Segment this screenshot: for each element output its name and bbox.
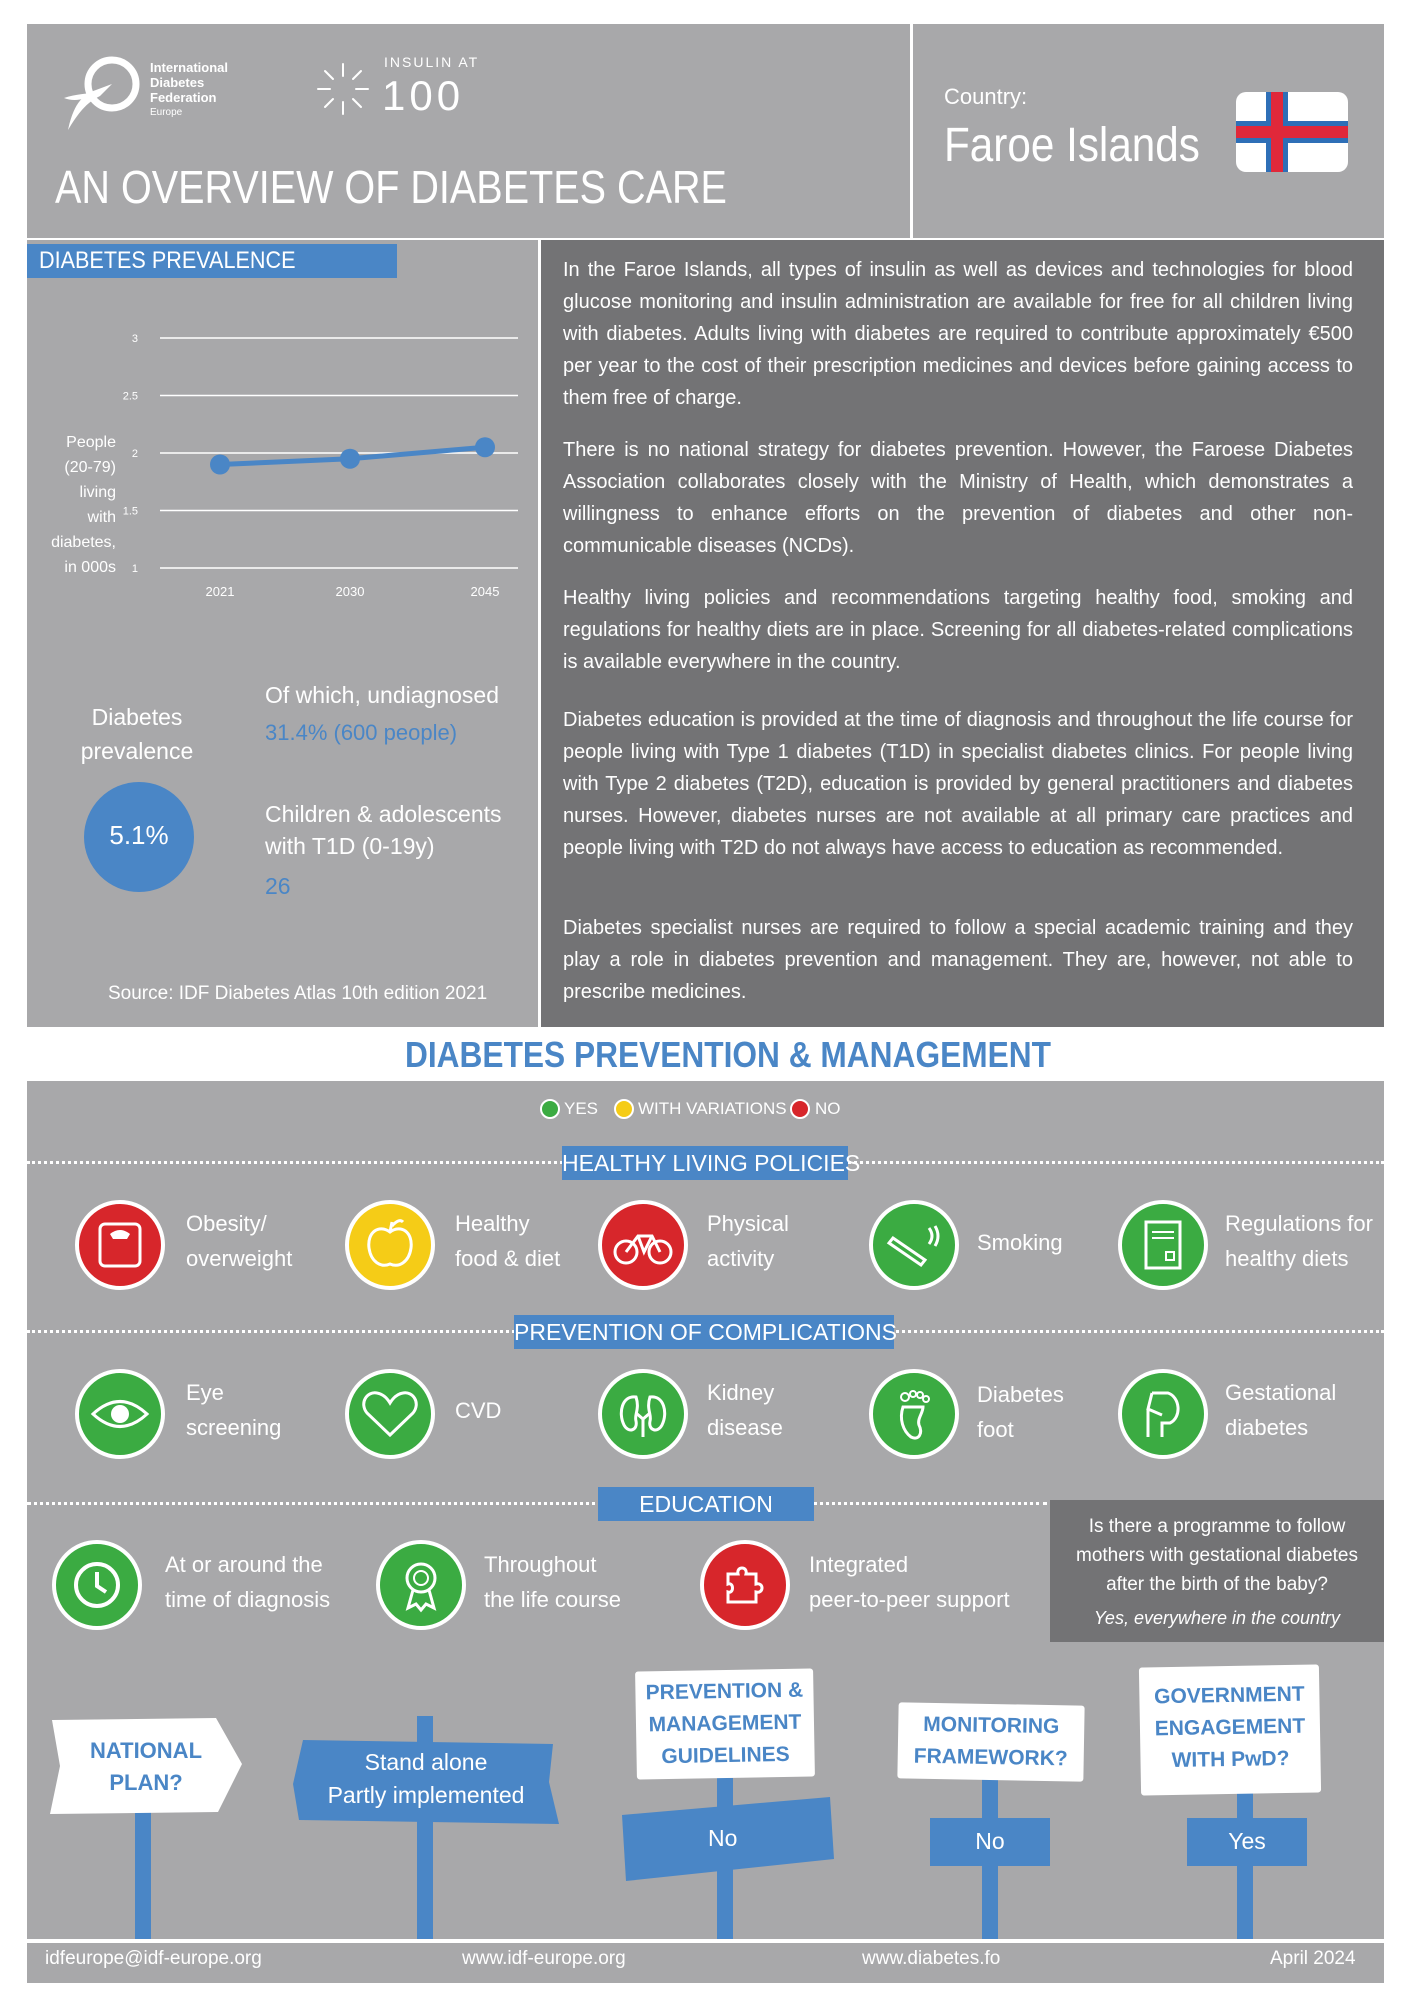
government-line: GOVERNMENT <box>1153 1682 1305 1709</box>
monitoring-line: FRAMEWORK? <box>913 1744 1068 1771</box>
guidelines-line: PREVENTION & <box>645 1678 804 1705</box>
government-line: ENGAGEMENT <box>1154 1714 1306 1741</box>
peer-support-label <box>809 1547 1010 1617</box>
kidney-label <box>707 1375 783 1445</box>
x-tick-label: 2030 <box>335 584 365 599</box>
guidelines-line: MANAGEMENT <box>648 1710 802 1737</box>
education-heading: EDUCATION <box>639 1491 773 1517</box>
item-line: foot <box>977 1417 1014 1442</box>
item-line: Physical <box>707 1211 789 1236</box>
national-plan-line: PLAN? <box>109 1770 183 1795</box>
prevalence-heading: DIABETES PREVALENCE <box>39 247 296 274</box>
country-name: Faroe Islands <box>944 119 1200 172</box>
source-note: Source: IDF Diabetes Atlas 10th edition 2021 <box>108 983 488 1004</box>
regulations-label <box>1225 1206 1373 1276</box>
data-point <box>475 437 495 457</box>
bicycle-icon <box>602 1204 684 1286</box>
paragraph-5: Diabetes specialist nurses are required to follow a special academic training and they play a role in diabetes prevention and management. They are, however, not able to prescribe medicines. <box>563 917 1353 1003</box>
ylabel-line: (20-79) <box>64 459 116 476</box>
x-tick-label: 2045 <box>470 584 500 599</box>
children-value: 26 <box>265 873 291 899</box>
monitoring-answer: No <box>975 1828 1005 1854</box>
complications-heading-bar <box>514 1315 897 1349</box>
apple-icon <box>349 1204 431 1286</box>
data-point <box>340 449 360 469</box>
footer-website-diabetes[interactable]: www.diabetes.fo <box>862 1948 1001 1969</box>
smoking-label: Smoking <box>977 1230 1063 1255</box>
footer-website-idf[interactable]: www.idf-europe.org <box>462 1948 626 1969</box>
education-heading-bar <box>598 1487 814 1521</box>
prevalence-stat-label-line: prevalence <box>80 738 194 764</box>
national-plan-label <box>56 1735 236 1799</box>
chart-ylabel <box>40 430 116 580</box>
pregnant-icon <box>1122 1373 1204 1455</box>
guidelines-answer: No <box>708 1825 738 1851</box>
government-answer: Yes <box>1228 1828 1266 1854</box>
x-tick-label: 2021 <box>205 584 235 599</box>
foot-status-circle <box>869 1369 959 1459</box>
puzzle-icon <box>704 1544 786 1626</box>
ylabel-line: with <box>87 509 116 526</box>
insulin-100-logo <box>312 52 502 122</box>
clock-icon <box>56 1544 138 1626</box>
footer-email[interactable]: idfeurope@idf-europe.org <box>45 1948 262 1969</box>
children-label <box>265 798 502 862</box>
prevalence-stat-label <box>70 700 204 768</box>
y-tick-label: 1.5 <box>122 505 138 518</box>
legend-no: NO <box>815 1099 841 1118</box>
item-line: Obesity/ <box>186 1211 267 1236</box>
foot-label <box>977 1377 1064 1447</box>
gestational-question-line: after the birth of the baby? <box>1106 1574 1328 1595</box>
item-line: food & diet <box>455 1246 561 1271</box>
sunburst-icon <box>312 58 374 120</box>
item-line: Kidney <box>707 1380 775 1405</box>
government-answer-sign <box>1187 1818 1307 1866</box>
activity-status-circle <box>598 1200 688 1290</box>
heart-icon <box>349 1373 431 1455</box>
guidelines-sign <box>635 1668 815 1779</box>
lifecourse-label <box>484 1547 621 1617</box>
kidney-icon <box>602 1373 684 1455</box>
cigarette-icon <box>873 1204 955 1286</box>
government-line: WITH PwD? <box>1171 1746 1290 1773</box>
gestational-question-line: mothers with gestational diabetes <box>1076 1545 1358 1566</box>
gestational-question <box>1050 1512 1384 1599</box>
healthy-heading-bar <box>562 1146 861 1180</box>
item-line: the life course <box>484 1587 621 1612</box>
item-line: activity <box>707 1246 775 1271</box>
scale-icon <box>79 1204 161 1286</box>
undiagnosed-value: 31.4% (600 people) <box>265 720 458 745</box>
lifecourse-status-circle <box>376 1540 466 1630</box>
children-label-line: Children & adolescents <box>265 801 502 827</box>
national-plan-line: NATIONAL <box>89 1738 203 1763</box>
healthy-heading: HEALTHY LIVING POLICIES <box>562 1150 861 1176</box>
idf-logo-line-2: Diabetes <box>150 75 205 90</box>
kidney-status-circle <box>598 1369 688 1459</box>
monitoring-answer-sign <box>930 1818 1050 1866</box>
obesity-status-circle <box>75 1200 165 1290</box>
ylabel-line: diabetes, <box>51 534 116 551</box>
national-plan-answer <box>296 1746 556 1812</box>
legend-variations-dot <box>614 1099 634 1119</box>
gestational-answer: Yes, everywhere in the country <box>1093 1608 1341 1628</box>
item-line: Regulations for <box>1225 1211 1373 1236</box>
item-line: Throughout <box>484 1552 597 1577</box>
eye-status-circle <box>75 1369 165 1459</box>
item-line: healthy diets <box>1225 1246 1349 1271</box>
item-line: At or around the <box>165 1552 323 1577</box>
smoking-status-circle <box>869 1200 959 1290</box>
narrative-panel <box>541 240 1384 1027</box>
gestational-question-line: Is there a programme to follow <box>1088 1516 1346 1537</box>
idf-logo-line-1: International <box>150 60 229 75</box>
foot-icon <box>873 1373 955 1455</box>
item-line: diabetes <box>1225 1415 1309 1440</box>
idf-logo-line-4: Europe <box>150 107 183 118</box>
faroe-flag-icon <box>1236 92 1348 172</box>
prevalence-value: 5.1% <box>109 820 169 850</box>
item-line: Integrated <box>809 1552 909 1577</box>
item-line: Gestational <box>1225 1380 1337 1405</box>
item-line: screening <box>186 1415 282 1440</box>
prevalence-line-chart <box>120 320 520 610</box>
gestational-followup-box <box>1050 1500 1384 1642</box>
ylabel-line: People <box>66 434 116 451</box>
peer-support-status-circle <box>700 1540 790 1630</box>
y-tick-label: 2.5 <box>122 390 138 403</box>
document-icon <box>1122 1204 1204 1286</box>
item-line: peer-to-peer support <box>809 1587 1010 1612</box>
monitoring-sign <box>897 1702 1084 1781</box>
y-tick-label: 2 <box>131 448 138 460</box>
gestational-label <box>1225 1375 1336 1445</box>
insulin-logo-top: INSULIN AT <box>384 54 480 70</box>
paragraph-3: Healthy living policies and recommendations targeting healthy food, smoking and regulations for healthy diets are in place. Screening for all diabetes-related complications is available everywhere in the country. <box>563 587 1353 673</box>
paragraph-4: Diabetes education is provided at the time of diagnosis and throughout the life course for people living with Type 1 diabetes (T1D) in specialist diabetes clinics. For people living with Type 2 diabetes (T2D), education is provided by general practitioners and diabetes nurses. However, diabetes nurses are not available at all primary care practices and people living with T2D do not always have access to education as recommended. <box>563 709 1353 859</box>
food-label <box>455 1206 560 1276</box>
paragraph-2: There is no national strategy for diabetes prevention. However, the Faroese Diabetes Association collaborates closely with the Ministry of Health, which demonstrates a willingness to enhance efforts on the prevention of diabetes and other non-communicable diseases (NCDs). <box>563 439 1353 557</box>
undiagnosed-label: Of which, undiagnosed <box>265 682 499 708</box>
prevalence-circle <box>84 782 194 892</box>
legend-no-dot <box>790 1099 810 1119</box>
y-tick-label: 3 <box>131 333 138 345</box>
national-plan-answer-line: Stand alone <box>364 1749 488 1775</box>
idf-logo <box>60 50 280 135</box>
item-line: Eye <box>186 1380 224 1405</box>
complications-heading: PREVENTION OF COMPLICATIONS <box>514 1319 897 1345</box>
guidelines-line: GUIDELINES <box>661 1742 790 1769</box>
y-tick-label: 1 <box>131 563 138 575</box>
item-line: overweight <box>186 1246 293 1271</box>
eye-icon <box>79 1373 161 1455</box>
footer-date: April 2024 <box>1270 1948 1356 1969</box>
item-line: Diabetes <box>977 1382 1064 1407</box>
monitoring-line: MONITORING <box>923 1712 1060 1739</box>
children-label-line: with T1D (0-19y) <box>265 833 435 859</box>
prevalence-heading-bar <box>27 244 397 278</box>
diagnosis-status-circle <box>52 1540 142 1630</box>
eye-label <box>186 1375 281 1445</box>
item-line: time of diagnosis <box>165 1587 331 1612</box>
food-status-circle <box>345 1200 435 1290</box>
legend-variations: WITH VARIATIONS <box>638 1099 787 1118</box>
national-plan-answer-line: Partly implemented <box>327 1782 525 1808</box>
legend-yes-dot <box>540 1099 560 1119</box>
government-sign <box>1139 1664 1321 1795</box>
ylabel-line: living <box>79 484 116 501</box>
item-line: disease <box>707 1415 783 1440</box>
idf-logo-line-3: Federation <box>150 90 217 105</box>
legend-yes: YES <box>564 1099 599 1118</box>
page-title: AN OVERVIEW OF DIABETES CARE <box>55 161 727 213</box>
regulations-status-circle <box>1118 1200 1208 1290</box>
diagnosis-label <box>165 1547 330 1617</box>
cvd-status-circle <box>345 1369 435 1459</box>
country-label: Country: <box>944 84 1028 109</box>
hummingbird-icon <box>60 50 150 135</box>
divider <box>27 1502 1047 1505</box>
item-line: Healthy <box>455 1211 530 1236</box>
activity-label <box>707 1206 789 1276</box>
prevalence-stat-label-line: Diabetes <box>91 704 183 730</box>
pm-title: DIABETES PREVENTION & MANAGEMENT <box>405 1034 1051 1075</box>
data-point <box>210 455 230 475</box>
gestational-status-circle <box>1118 1369 1208 1459</box>
award-icon <box>380 1544 462 1626</box>
obesity-label <box>186 1206 292 1276</box>
insulin-logo-number: 100 <box>382 72 465 119</box>
cvd-label: CVD <box>455 1398 502 1423</box>
paragraph-1: In the Faroe Islands, all types of insulin as well as devices and technologies for blood glucose monitoring and insulin administration are available for free for all children living with diabetes. Adults living with diabetes are required to contribute approximately €500 per year to the cost of their prescription medicines and devices before gaining access to them free of charge. <box>563 259 1353 409</box>
ylabel-line: in 000s <box>64 559 116 576</box>
